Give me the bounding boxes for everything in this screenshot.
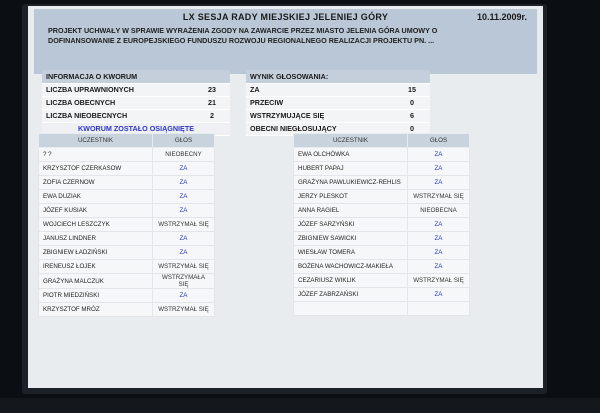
participant-vote: WSTRZYMAŁA SIĘ [153,274,215,289]
quorum-label: LICZBA UPRAWNIONYCH [42,83,194,96]
result-heading: WYNIK GŁOSOWANIA: [246,70,430,83]
participant-vote: ZA [153,190,215,204]
quorum-value: 2 [194,109,230,122]
participant-name: EWA OLCHÓWKA [294,148,408,162]
table-row [294,274,470,288]
participant-vote: NIEOBECNY [153,148,215,162]
participant-name: GRAŻYNA MALCZUK [39,274,153,289]
participant-vote: ZA [408,218,470,232]
table-row [294,218,470,232]
participant-name [294,302,408,316]
participant-name: KRZYSZTOF MRÓZ [39,303,153,317]
table-row [294,148,470,162]
participant-column-header: UCZESTNIK [39,134,153,148]
table-row [39,204,215,218]
table-row [39,190,215,204]
result-value: 6 [394,109,430,122]
participant-name: ZBIGNIEW SAWICKI [294,232,408,246]
participant-name: BOŻENA WACHOWICZ-MAKIEŁA [294,260,408,274]
participant-name: ANNA RAGIEL [294,204,408,218]
right-votes-body [294,148,470,316]
participant-vote: ZA [408,232,470,246]
participant-name: ZBIGNIEW ŁADZIŃSKI [39,246,153,260]
table-row [294,288,470,302]
table-row [39,232,215,246]
quorum-row [42,109,230,122]
floor [0,398,600,413]
participant-vote: ZA [408,148,470,162]
vote-column-header: GŁOS [153,134,215,148]
table-row [294,232,470,246]
resolution-subject: PROJEKT UCHWAŁY W SPRAWIE WYRAŻENIA ZGODY NA ZAWARCIE PRZEZ MIASTO JELENIA GÓRA UMOWY O DOFINANSOWANIE Z EUROPEJSKIEGO FUNDUSZU ROZWOJU REGIONALNEGO REALIZACJI PROJEKTU PN. ... [48,26,438,45]
participant-vote: ZA [153,176,215,190]
participant-vote: NIEOBECNA [408,204,470,218]
participant-vote [408,302,470,316]
table-row [294,176,470,190]
participant-name: WIESŁAW TOMERA [294,246,408,260]
session-date: 10.11.2009r. [476,12,527,22]
participant-name: JERZY PLESKOT [294,190,408,204]
table-row [294,204,470,218]
participant-vote: ZA [153,289,215,303]
table-row [39,218,215,232]
participant-name: CEZARIUSZ WIKLIK [294,274,408,288]
participant-vote: WSTRZYMAŁ SIĘ [408,274,470,288]
right-votes-table [293,133,470,316]
quorum-status: KWORUM ZOSTAŁO OSIĄGNIĘTE [42,122,230,135]
result-value: 15 [394,83,430,96]
participant-name: JÓZEF ZABRZAŃSKI [294,288,408,302]
participant-column-header: UCZESTNIK [294,134,408,148]
voting-screen [28,6,543,388]
quorum-value: 23 [194,83,230,96]
quorum-label: LICZBA OBECNYCH [42,96,194,109]
participant-name: PIOTR MIEDZIŃSKI [39,289,153,303]
quorum-row [42,96,230,109]
left-votes-table [38,133,215,317]
participant-name: JANUSZ LINDNER [39,232,153,246]
result-row [246,109,430,122]
participant-vote: ZA [153,204,215,218]
left-votes-body [39,148,215,317]
participant-name: ? ? [39,148,153,162]
table-row [39,246,215,260]
quorum-row [42,83,230,96]
result-label: OBECNI NIEGŁOSUJĄCY [246,122,394,135]
participant-vote: WSTRZYMAŁ SIĘ [153,218,215,232]
participant-vote: ZA [408,260,470,274]
participant-vote: WSTRZYMAŁ SIĘ [408,190,470,204]
participant-vote: ZA [408,246,470,260]
quorum-label: LICZBA NIEOBECNYCH [42,109,194,122]
result-value: 0 [394,96,430,109]
table-row [294,246,470,260]
participant-name: ZOFIA CZERNOW [39,176,153,190]
participant-vote: ZA [153,162,215,176]
table-row [39,162,215,176]
session-header [34,9,537,74]
quorum-value: 21 [194,96,230,109]
participant-name: KRZYSZTOF CZERKASOW [39,162,153,176]
participant-name: WOJCIECH LESZCZYK [39,218,153,232]
participant-vote: ZA [408,288,470,302]
result-label: ZA [246,83,394,96]
table-row [39,176,215,190]
table-row [39,260,215,274]
participant-vote: ZA [153,232,215,246]
participant-vote: WSTRZYMAŁ SIĘ [153,303,215,317]
table-row [294,260,470,274]
result-row [246,96,430,109]
session-title: LX SESJA RADY MIEJSKIEJ JELENIEJ GÓRY [182,12,389,22]
table-row [294,162,470,176]
participant-name: GRAŻYNA PAWLUKIEWICZ-REHLIS [294,176,408,190]
participant-vote: ZA [153,246,215,260]
vote-column-header: GŁOS [408,134,470,148]
participant-name: JÓZEF KUSIAK [39,204,153,218]
table-row [39,148,215,162]
result-value: 0 [394,122,430,135]
participant-name: JÓZEF SARZYŃSKI [294,218,408,232]
result-label: WSTRZYMUJĄCE SIĘ [246,109,394,122]
quorum-table [42,70,230,136]
vote-result-table [246,70,430,136]
participant-name: EWA DUZIAK [39,190,153,204]
result-label: PRZECIW [246,96,394,109]
result-row [246,83,430,96]
participant-name: IRENEUSZ ŁOJEK [39,260,153,274]
participant-vote: ZA [408,176,470,190]
table-row [39,274,215,289]
participant-vote: ZA [408,162,470,176]
table-row [294,302,470,316]
table-row [39,303,215,317]
participant-name: HUBERT PAPAJ [294,162,408,176]
table-row [39,289,215,303]
table-row [294,190,470,204]
quorum-heading: INFORMACJA O KWORUM [42,70,230,83]
participant-vote: WSTRZYMAŁ SIĘ [153,260,215,274]
